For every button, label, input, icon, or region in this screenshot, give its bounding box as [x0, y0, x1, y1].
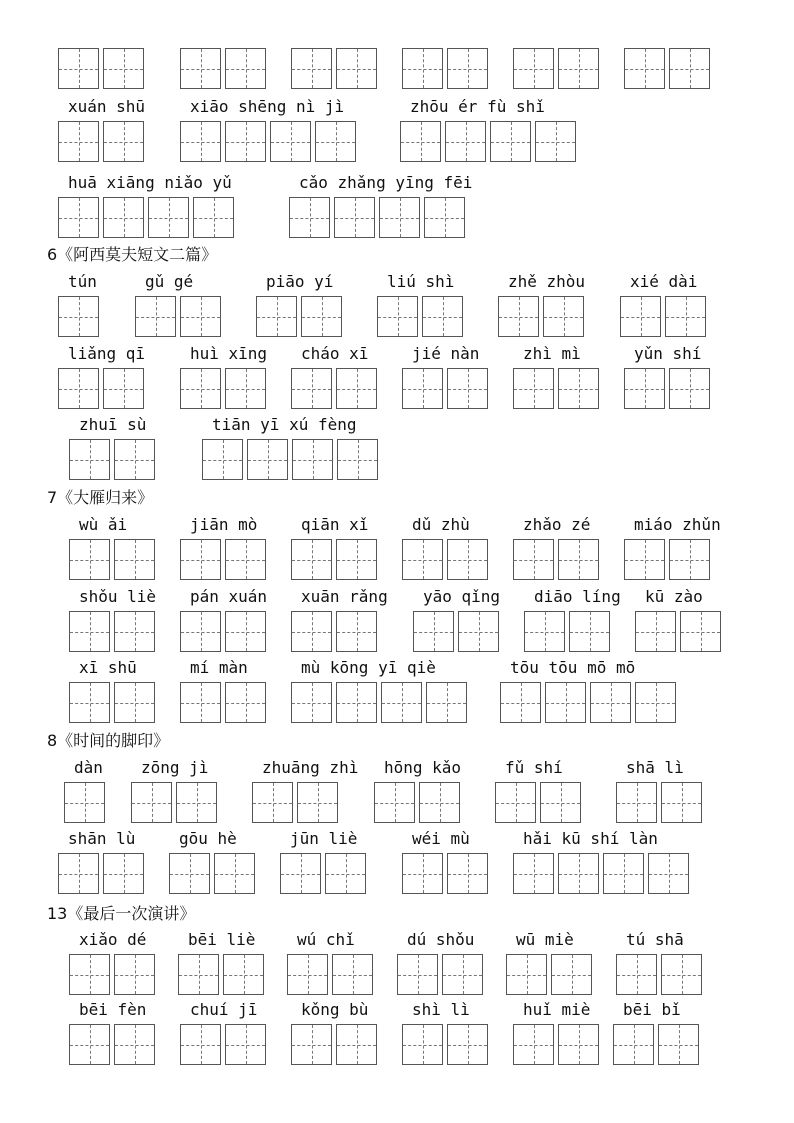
pinyin-label: cháo xī — [301, 344, 369, 363]
pinyin-label: shì lì — [412, 1000, 470, 1019]
pinyin-label: kǒng bù — [301, 1000, 369, 1019]
character-boxes — [624, 48, 714, 89]
tian-zi-ge-box[interactable] — [280, 853, 321, 894]
tian-zi-ge-box[interactable] — [402, 539, 443, 580]
tian-zi-ge-box[interactable] — [225, 611, 266, 652]
tian-zi-ge-box[interactable] — [148, 197, 189, 238]
tian-zi-ge-box[interactable] — [103, 48, 144, 89]
tian-zi-ge-box[interactable] — [551, 954, 592, 995]
tian-zi-ge-box[interactable] — [558, 1024, 599, 1065]
tian-zi-ge-box[interactable] — [400, 121, 441, 162]
pinyin-label: zhuī sù — [79, 415, 147, 434]
tian-zi-ge-box[interactable] — [301, 296, 342, 337]
tian-zi-ge-box[interactable] — [58, 197, 99, 238]
pinyin-label: xī shū — [79, 658, 137, 677]
tian-zi-ge-box[interactable] — [223, 954, 264, 995]
character-boxes — [131, 782, 221, 823]
pinyin-label: xiāo shēng nì jì — [190, 97, 345, 116]
lesson-heading: 13《最后一次演讲》 — [47, 904, 196, 923]
tian-zi-ge-box[interactable] — [114, 682, 155, 723]
tian-zi-ge-box[interactable] — [256, 296, 297, 337]
tian-zi-ge-box[interactable] — [336, 611, 377, 652]
tian-zi-ge-box[interactable] — [225, 121, 266, 162]
character-boxes — [524, 611, 614, 652]
tian-zi-ge-box[interactable] — [513, 853, 554, 894]
tian-zi-ge-box[interactable] — [616, 954, 657, 995]
tian-zi-ge-box[interactable] — [513, 1024, 554, 1065]
character-boxes — [397, 954, 487, 995]
pinyin-label: hǎi kū shí làn — [523, 829, 658, 848]
tian-zi-ge-box[interactable] — [291, 1024, 332, 1065]
tian-zi-ge-box[interactable] — [58, 48, 99, 89]
tian-zi-ge-box[interactable] — [178, 954, 219, 995]
character-boxes — [402, 853, 492, 894]
tian-zi-ge-box[interactable] — [69, 682, 110, 723]
character-boxes — [180, 682, 270, 723]
tian-zi-ge-box[interactable] — [458, 611, 499, 652]
character-boxes — [58, 121, 148, 162]
tian-zi-ge-box[interactable] — [58, 121, 99, 162]
tian-zi-ge-box[interactable] — [397, 954, 438, 995]
character-boxes — [252, 782, 342, 823]
tian-zi-ge-box[interactable] — [225, 1024, 266, 1065]
pinyin-label: tún — [68, 272, 97, 291]
character-boxes — [513, 1024, 603, 1065]
pinyin-label: xié dài — [630, 272, 698, 291]
pinyin-label: xuān rǎng — [301, 587, 388, 606]
pinyin-label: wū miè — [516, 930, 574, 949]
tian-zi-ge-box[interactable] — [291, 368, 332, 409]
tian-zi-ge-box[interactable] — [180, 48, 221, 89]
pinyin-label: xiǎo dé — [79, 930, 147, 949]
character-boxes — [69, 1024, 159, 1065]
pinyin-label: diāo líng — [534, 587, 621, 606]
character-boxes — [620, 296, 710, 337]
pinyin-label: zhě zhòu — [508, 272, 586, 291]
tian-zi-ge-box[interactable] — [336, 682, 377, 723]
tian-zi-ge-box[interactable] — [500, 682, 541, 723]
pinyin-label: shān lù — [68, 829, 136, 848]
tian-zi-ge-box[interactable] — [270, 121, 311, 162]
tian-zi-ge-box[interactable] — [513, 368, 554, 409]
tian-zi-ge-box[interactable] — [381, 682, 422, 723]
tian-zi-ge-box[interactable] — [658, 1024, 699, 1065]
tian-zi-ge-box[interactable] — [558, 853, 599, 894]
character-boxes — [180, 48, 270, 89]
tian-zi-ge-box[interactable] — [402, 1024, 443, 1065]
character-boxes — [280, 853, 370, 894]
tian-zi-ge-box[interactable] — [225, 368, 266, 409]
pinyin-label: pán xuán — [190, 587, 268, 606]
pinyin-label: bēi fèn — [79, 1000, 147, 1019]
tian-zi-ge-box[interactable] — [558, 368, 599, 409]
tian-zi-ge-box[interactable] — [447, 368, 488, 409]
tian-zi-ge-box[interactable] — [379, 197, 420, 238]
character-boxes — [180, 611, 270, 652]
pinyin-label: zōng jì — [141, 758, 209, 777]
tian-zi-ge-box[interactable] — [169, 853, 210, 894]
tian-zi-ge-box[interactable] — [590, 682, 631, 723]
tian-zi-ge-box[interactable] — [402, 368, 443, 409]
pinyin-label: yǔn shí — [634, 344, 702, 363]
tian-zi-ge-box[interactable] — [569, 611, 610, 652]
pinyin-label: jié nàn — [412, 344, 480, 363]
pinyin-label: qiān xǐ — [301, 515, 369, 534]
tian-zi-ge-box[interactable] — [114, 954, 155, 995]
tian-zi-ge-box[interactable] — [669, 368, 710, 409]
tian-zi-ge-box[interactable] — [114, 539, 155, 580]
tian-zi-ge-box[interactable] — [620, 296, 661, 337]
tian-zi-ge-box[interactable] — [337, 439, 378, 480]
tian-zi-ge-box[interactable] — [648, 853, 689, 894]
tian-zi-ge-box[interactable] — [495, 782, 536, 823]
tian-zi-ge-box[interactable] — [292, 439, 333, 480]
tian-zi-ge-box[interactable] — [624, 368, 665, 409]
tian-zi-ge-box[interactable] — [426, 682, 467, 723]
character-boxes — [495, 782, 585, 823]
pinyin-label: liú shì — [387, 272, 455, 291]
pinyin-label: yāo qǐng — [423, 587, 501, 606]
tian-zi-ge-box[interactable] — [69, 954, 110, 995]
pinyin-label: chuí jī — [190, 1000, 258, 1019]
tian-zi-ge-box[interactable] — [613, 1024, 654, 1065]
tian-zi-ge-box[interactable] — [506, 954, 547, 995]
tian-zi-ge-box[interactable] — [635, 682, 676, 723]
tian-zi-ge-box[interactable] — [287, 954, 328, 995]
character-boxes — [500, 682, 680, 723]
pinyin-label: xuán shū — [68, 97, 146, 116]
tian-zi-ge-box[interactable] — [336, 1024, 377, 1065]
tian-zi-ge-box[interactable] — [180, 682, 221, 723]
character-boxes — [635, 611, 725, 652]
character-boxes — [256, 296, 346, 337]
tian-zi-ge-box[interactable] — [252, 782, 293, 823]
tian-zi-ge-box[interactable] — [180, 368, 221, 409]
tian-zi-ge-box[interactable] — [445, 121, 486, 162]
tian-zi-ge-box[interactable] — [69, 1024, 110, 1065]
tian-zi-ge-box[interactable] — [180, 539, 221, 580]
tian-zi-ge-box[interactable] — [332, 954, 373, 995]
tian-zi-ge-box[interactable] — [58, 853, 99, 894]
tian-zi-ge-box[interactable] — [498, 296, 539, 337]
pinyin-label: zhuāng zhì — [262, 758, 359, 777]
tian-zi-ge-box[interactable] — [442, 954, 483, 995]
tian-zi-ge-box[interactable] — [114, 1024, 155, 1065]
tian-zi-ge-box[interactable] — [513, 539, 554, 580]
character-boxes — [180, 1024, 270, 1065]
tian-zi-ge-box[interactable] — [447, 1024, 488, 1065]
character-boxes — [291, 682, 471, 723]
tian-zi-ge-box[interactable] — [180, 121, 221, 162]
tian-zi-ge-box[interactable] — [377, 296, 418, 337]
pinyin-label: huǐ miè — [523, 1000, 591, 1019]
character-boxes — [58, 197, 238, 238]
pinyin-label: tú shā — [626, 930, 684, 949]
pinyin-label: dú shǒu — [407, 930, 475, 949]
character-boxes — [180, 539, 270, 580]
character-boxes — [58, 48, 148, 89]
lesson-heading: 8《时间的脚印》 — [47, 731, 170, 750]
tian-zi-ge-box[interactable] — [680, 611, 721, 652]
tian-zi-ge-box[interactable] — [69, 439, 110, 480]
tian-zi-ge-box[interactable] — [336, 539, 377, 580]
pinyin-label: wù ǎi — [79, 515, 128, 534]
pinyin-label: hōng kǎo — [384, 758, 462, 777]
tian-zi-ge-box[interactable] — [176, 782, 217, 823]
character-boxes — [291, 48, 381, 89]
tian-zi-ge-box[interactable] — [616, 782, 657, 823]
pinyin-label: bēi liè — [188, 930, 256, 949]
pinyin-label: miáo zhǔn — [634, 515, 721, 534]
tian-zi-ge-box[interactable] — [635, 611, 676, 652]
character-boxes — [377, 296, 467, 337]
tian-zi-ge-box[interactable] — [535, 121, 576, 162]
tian-zi-ge-box[interactable] — [297, 782, 338, 823]
pinyin-label: dǔ zhù — [412, 515, 470, 534]
character-boxes — [69, 682, 159, 723]
tian-zi-ge-box[interactable] — [225, 682, 266, 723]
pinyin-label: liǎng qī — [68, 344, 146, 363]
character-boxes — [374, 782, 464, 823]
character-boxes — [613, 1024, 703, 1065]
pinyin-label: bēi bǐ — [623, 1000, 681, 1019]
tian-zi-ge-box[interactable] — [624, 48, 665, 89]
pinyin-label: zhì mì — [523, 344, 581, 363]
pinyin-label: huì xīng — [190, 344, 268, 363]
tian-zi-ge-box[interactable] — [336, 48, 377, 89]
character-boxes — [506, 954, 596, 995]
character-boxes — [69, 439, 159, 480]
tian-zi-ge-box[interactable] — [334, 197, 375, 238]
character-boxes — [202, 439, 382, 480]
character-boxes — [178, 954, 268, 995]
tian-zi-ge-box[interactable] — [545, 682, 586, 723]
tian-zi-ge-box[interactable] — [624, 539, 665, 580]
tian-zi-ge-box[interactable] — [69, 539, 110, 580]
tian-zi-ge-box[interactable] — [447, 539, 488, 580]
tian-zi-ge-box[interactable] — [202, 439, 243, 480]
character-boxes — [69, 954, 159, 995]
tian-zi-ge-box[interactable] — [247, 439, 288, 480]
tian-zi-ge-box[interactable] — [114, 611, 155, 652]
tian-zi-ge-box[interactable] — [447, 853, 488, 894]
pinyin-label: jūn liè — [290, 829, 358, 848]
character-boxes — [64, 782, 109, 823]
character-boxes — [624, 539, 714, 580]
character-boxes — [169, 853, 259, 894]
character-boxes — [180, 121, 360, 162]
pinyin-label: kū zào — [645, 587, 703, 606]
tian-zi-ge-box[interactable] — [131, 782, 172, 823]
pinyin-label: wéi mù — [412, 829, 470, 848]
tian-zi-ge-box[interactable] — [135, 296, 176, 337]
pinyin-label: tōu tōu mō mō — [510, 658, 636, 677]
character-boxes — [291, 611, 381, 652]
tian-zi-ge-box[interactable] — [180, 296, 221, 337]
tian-zi-ge-box[interactable] — [58, 296, 99, 337]
tian-zi-ge-box[interactable] — [289, 197, 330, 238]
pinyin-label: tiān yī xú fèng — [212, 415, 357, 434]
lesson-heading: 6《阿西莫夫短文二篇》 — [47, 245, 218, 264]
tian-zi-ge-box[interactable] — [103, 368, 144, 409]
character-boxes — [624, 368, 714, 409]
tian-zi-ge-box[interactable] — [419, 782, 460, 823]
character-boxes — [69, 611, 159, 652]
character-boxes — [291, 539, 381, 580]
character-boxes — [58, 853, 148, 894]
pinyin-label: jiān mò — [190, 515, 258, 534]
character-boxes — [513, 48, 603, 89]
character-boxes — [402, 368, 492, 409]
pinyin-label: fǔ shí — [505, 758, 563, 777]
tian-zi-ge-box[interactable] — [374, 782, 415, 823]
tian-zi-ge-box[interactable] — [402, 853, 443, 894]
tian-zi-ge-box[interactable] — [422, 296, 463, 337]
tian-zi-ge-box[interactable] — [64, 782, 105, 823]
tian-zi-ge-box[interactable] — [291, 682, 332, 723]
tian-zi-ge-box[interactable] — [447, 48, 488, 89]
tian-zi-ge-box[interactable] — [424, 197, 465, 238]
pinyin-label: mù kōng yī qiè — [301, 658, 436, 677]
tian-zi-ge-box[interactable] — [103, 197, 144, 238]
tian-zi-ge-box[interactable] — [669, 48, 710, 89]
pinyin-label: wú chǐ — [297, 930, 355, 949]
tian-zi-ge-box[interactable] — [661, 782, 702, 823]
character-boxes — [289, 197, 469, 238]
tian-zi-ge-box[interactable] — [214, 853, 255, 894]
character-boxes — [402, 539, 492, 580]
character-boxes — [180, 368, 270, 409]
tian-zi-ge-box[interactable] — [291, 611, 332, 652]
character-boxes — [69, 539, 159, 580]
character-boxes — [498, 296, 588, 337]
character-boxes — [291, 1024, 381, 1065]
tian-zi-ge-box[interactable] — [225, 48, 266, 89]
character-boxes — [513, 368, 603, 409]
pinyin-label: shā lì — [626, 758, 684, 777]
tian-zi-ge-box[interactable] — [315, 121, 356, 162]
tian-zi-ge-box[interactable] — [513, 48, 554, 89]
tian-zi-ge-box[interactable] — [103, 121, 144, 162]
pinyin-label: shǒu liè — [79, 587, 157, 606]
tian-zi-ge-box[interactable] — [225, 539, 266, 580]
tian-zi-ge-box[interactable] — [193, 197, 234, 238]
character-boxes — [513, 853, 693, 894]
pinyin-label: zhōu ér fù shǐ — [410, 97, 545, 116]
character-boxes — [513, 539, 603, 580]
tian-zi-ge-box[interactable] — [69, 611, 110, 652]
tian-zi-ge-box[interactable] — [543, 296, 584, 337]
tian-zi-ge-box[interactable] — [291, 48, 332, 89]
pinyin-label: mí màn — [190, 658, 248, 677]
tian-zi-ge-box[interactable] — [603, 853, 644, 894]
tian-zi-ge-box[interactable] — [669, 539, 710, 580]
tian-zi-ge-box[interactable] — [490, 121, 531, 162]
pinyin-label: dàn — [74, 758, 103, 777]
pinyin-label: huā xiāng niǎo yǔ — [68, 173, 232, 192]
lesson-heading: 7《大雁归来》 — [47, 488, 154, 507]
tian-zi-ge-box[interactable] — [558, 48, 599, 89]
pinyin-label: zhǎo zé — [523, 515, 591, 534]
tian-zi-ge-box[interactable] — [413, 611, 454, 652]
tian-zi-ge-box[interactable] — [558, 539, 599, 580]
character-boxes — [135, 296, 225, 337]
character-boxes — [402, 48, 492, 89]
tian-zi-ge-box[interactable] — [402, 48, 443, 89]
tian-zi-ge-box[interactable] — [325, 853, 366, 894]
tian-zi-ge-box[interactable] — [103, 853, 144, 894]
tian-zi-ge-box[interactable] — [180, 1024, 221, 1065]
character-boxes — [616, 954, 706, 995]
character-boxes — [291, 368, 381, 409]
character-boxes — [616, 782, 706, 823]
character-boxes — [413, 611, 503, 652]
pinyin-label: piāo yí — [266, 272, 334, 291]
tian-zi-ge-box[interactable] — [661, 954, 702, 995]
tian-zi-ge-box[interactable] — [336, 368, 377, 409]
tian-zi-ge-box[interactable] — [114, 439, 155, 480]
tian-zi-ge-box[interactable] — [291, 539, 332, 580]
tian-zi-ge-box[interactable] — [524, 611, 565, 652]
pinyin-label: gōu hè — [179, 829, 237, 848]
pinyin-label: gǔ gé — [145, 272, 194, 291]
character-boxes — [400, 121, 580, 162]
character-boxes — [287, 954, 377, 995]
tian-zi-ge-box[interactable] — [665, 296, 706, 337]
tian-zi-ge-box[interactable] — [540, 782, 581, 823]
tian-zi-ge-box[interactable] — [180, 611, 221, 652]
pinyin-label: cǎo zhǎng yīng fēi — [299, 173, 473, 192]
character-boxes — [402, 1024, 492, 1065]
tian-zi-ge-box[interactable] — [58, 368, 99, 409]
character-boxes — [58, 296, 103, 337]
character-boxes — [58, 368, 148, 409]
